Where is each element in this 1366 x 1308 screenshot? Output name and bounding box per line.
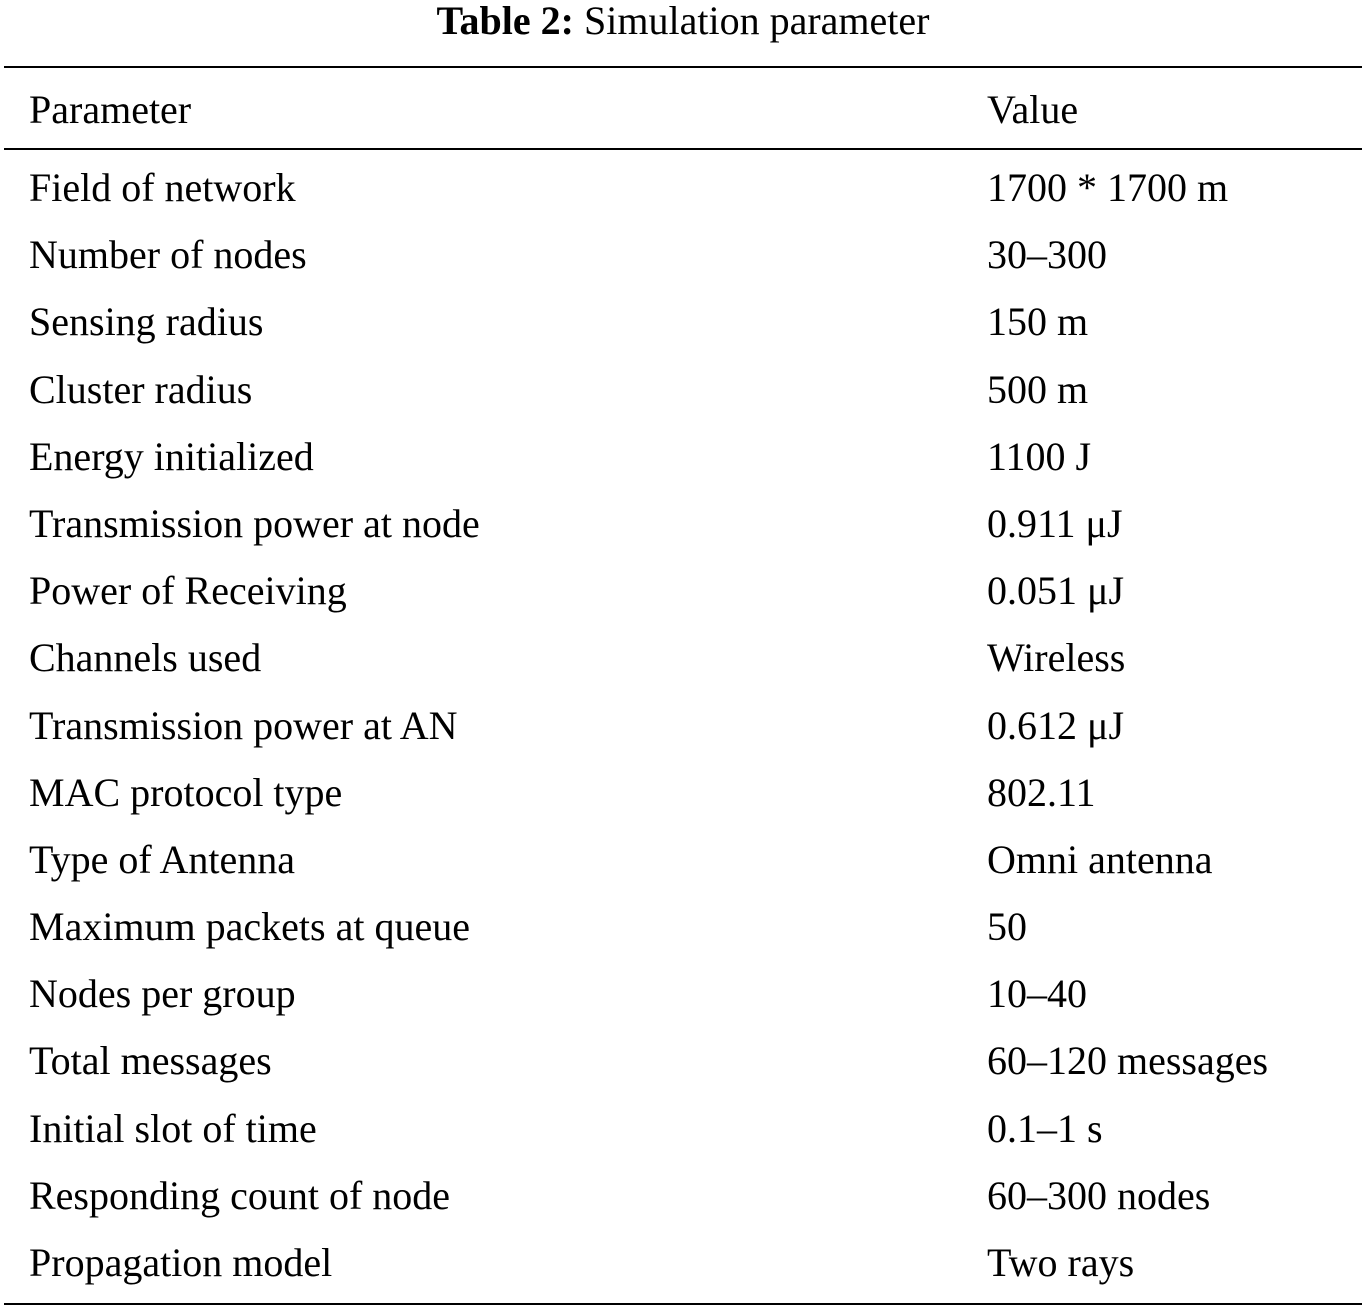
table-row <box>4 694 1362 761</box>
parameter-cell: Total messages <box>29 1038 272 1084</box>
value-cell: Omni antenna <box>987 836 1213 882</box>
parameter-cell: Transmission power at AN <box>29 702 458 748</box>
value-cell: 0.911 μJ <box>987 500 1123 546</box>
table-row <box>4 1164 1362 1231</box>
value-cell: 802.11 <box>987 769 1096 815</box>
parameter-cell: Sensing radius <box>29 299 264 345</box>
table-row <box>4 1029 1362 1096</box>
parameter-cell: Channels used <box>29 635 262 681</box>
table-row <box>4 559 1362 626</box>
header-value: Value <box>987 87 1079 132</box>
table-row <box>4 761 1362 828</box>
header-parameter: Parameter <box>29 87 192 132</box>
table-caption-text: Simulation parameter <box>584 0 930 43</box>
parameter-cell: Initial slot of time <box>29 1105 317 1151</box>
parameter-cell: Energy initialized <box>29 433 314 479</box>
table-row <box>4 358 1362 425</box>
parameter-cell: Type of Antenna <box>29 836 296 882</box>
value-cell: 30–300 <box>987 232 1107 278</box>
parameter-cell: Transmission power at node <box>29 500 480 546</box>
table-row <box>4 1231 1362 1298</box>
table-row <box>4 425 1362 492</box>
table-row <box>4 828 1362 895</box>
value-cell: 0.051 μJ <box>987 568 1125 614</box>
table-row <box>4 895 1362 962</box>
parameter-cell: Cluster radius <box>29 366 253 412</box>
parameter-cell: Maximum packets at queue <box>29 904 470 950</box>
table-row <box>4 492 1362 559</box>
table-caption-label: Table 2: <box>436 0 574 43</box>
table-bottom-rule <box>4 1303 1362 1305</box>
value-cell: 60–120 messages <box>987 1038 1269 1084</box>
table-row <box>4 223 1362 290</box>
value-cell: 50 <box>987 904 1027 950</box>
value-cell: 0.1–1 s <box>987 1105 1103 1151</box>
table-body <box>4 150 1362 1303</box>
value-cell: 1700 * 1700 m <box>987 165 1229 210</box>
value-cell: 60–300 nodes <box>987 1172 1211 1218</box>
table-row <box>4 290 1362 357</box>
parameter-cell: Nodes per group <box>29 971 296 1017</box>
parameter-cell: Field of network <box>29 165 296 210</box>
simulation-parameter-table <box>4 66 1362 1305</box>
parameter-cell: Propagation model <box>29 1240 333 1285</box>
table-caption <box>0 0 1366 50</box>
value-cell: Wireless <box>987 635 1126 681</box>
value-cell: 500 m <box>987 366 1089 412</box>
table-row <box>4 156 1362 223</box>
value-cell: 10–40 <box>987 971 1087 1017</box>
value-cell: 0.612 μJ <box>987 702 1125 748</box>
table-row <box>4 962 1362 1029</box>
table-row <box>4 626 1362 693</box>
parameter-cell: MAC protocol type <box>29 769 343 815</box>
parameter-cell: Power of Receiving <box>29 568 347 614</box>
parameter-cell: Number of nodes <box>29 232 307 278</box>
value-cell: 1100 J <box>987 433 1092 479</box>
value-cell: 150 m <box>987 299 1089 345</box>
value-cell: Two rays <box>987 1240 1135 1285</box>
table-row <box>4 1097 1362 1164</box>
parameter-cell: Responding count of node <box>29 1172 451 1218</box>
table-header-row <box>4 68 1362 148</box>
